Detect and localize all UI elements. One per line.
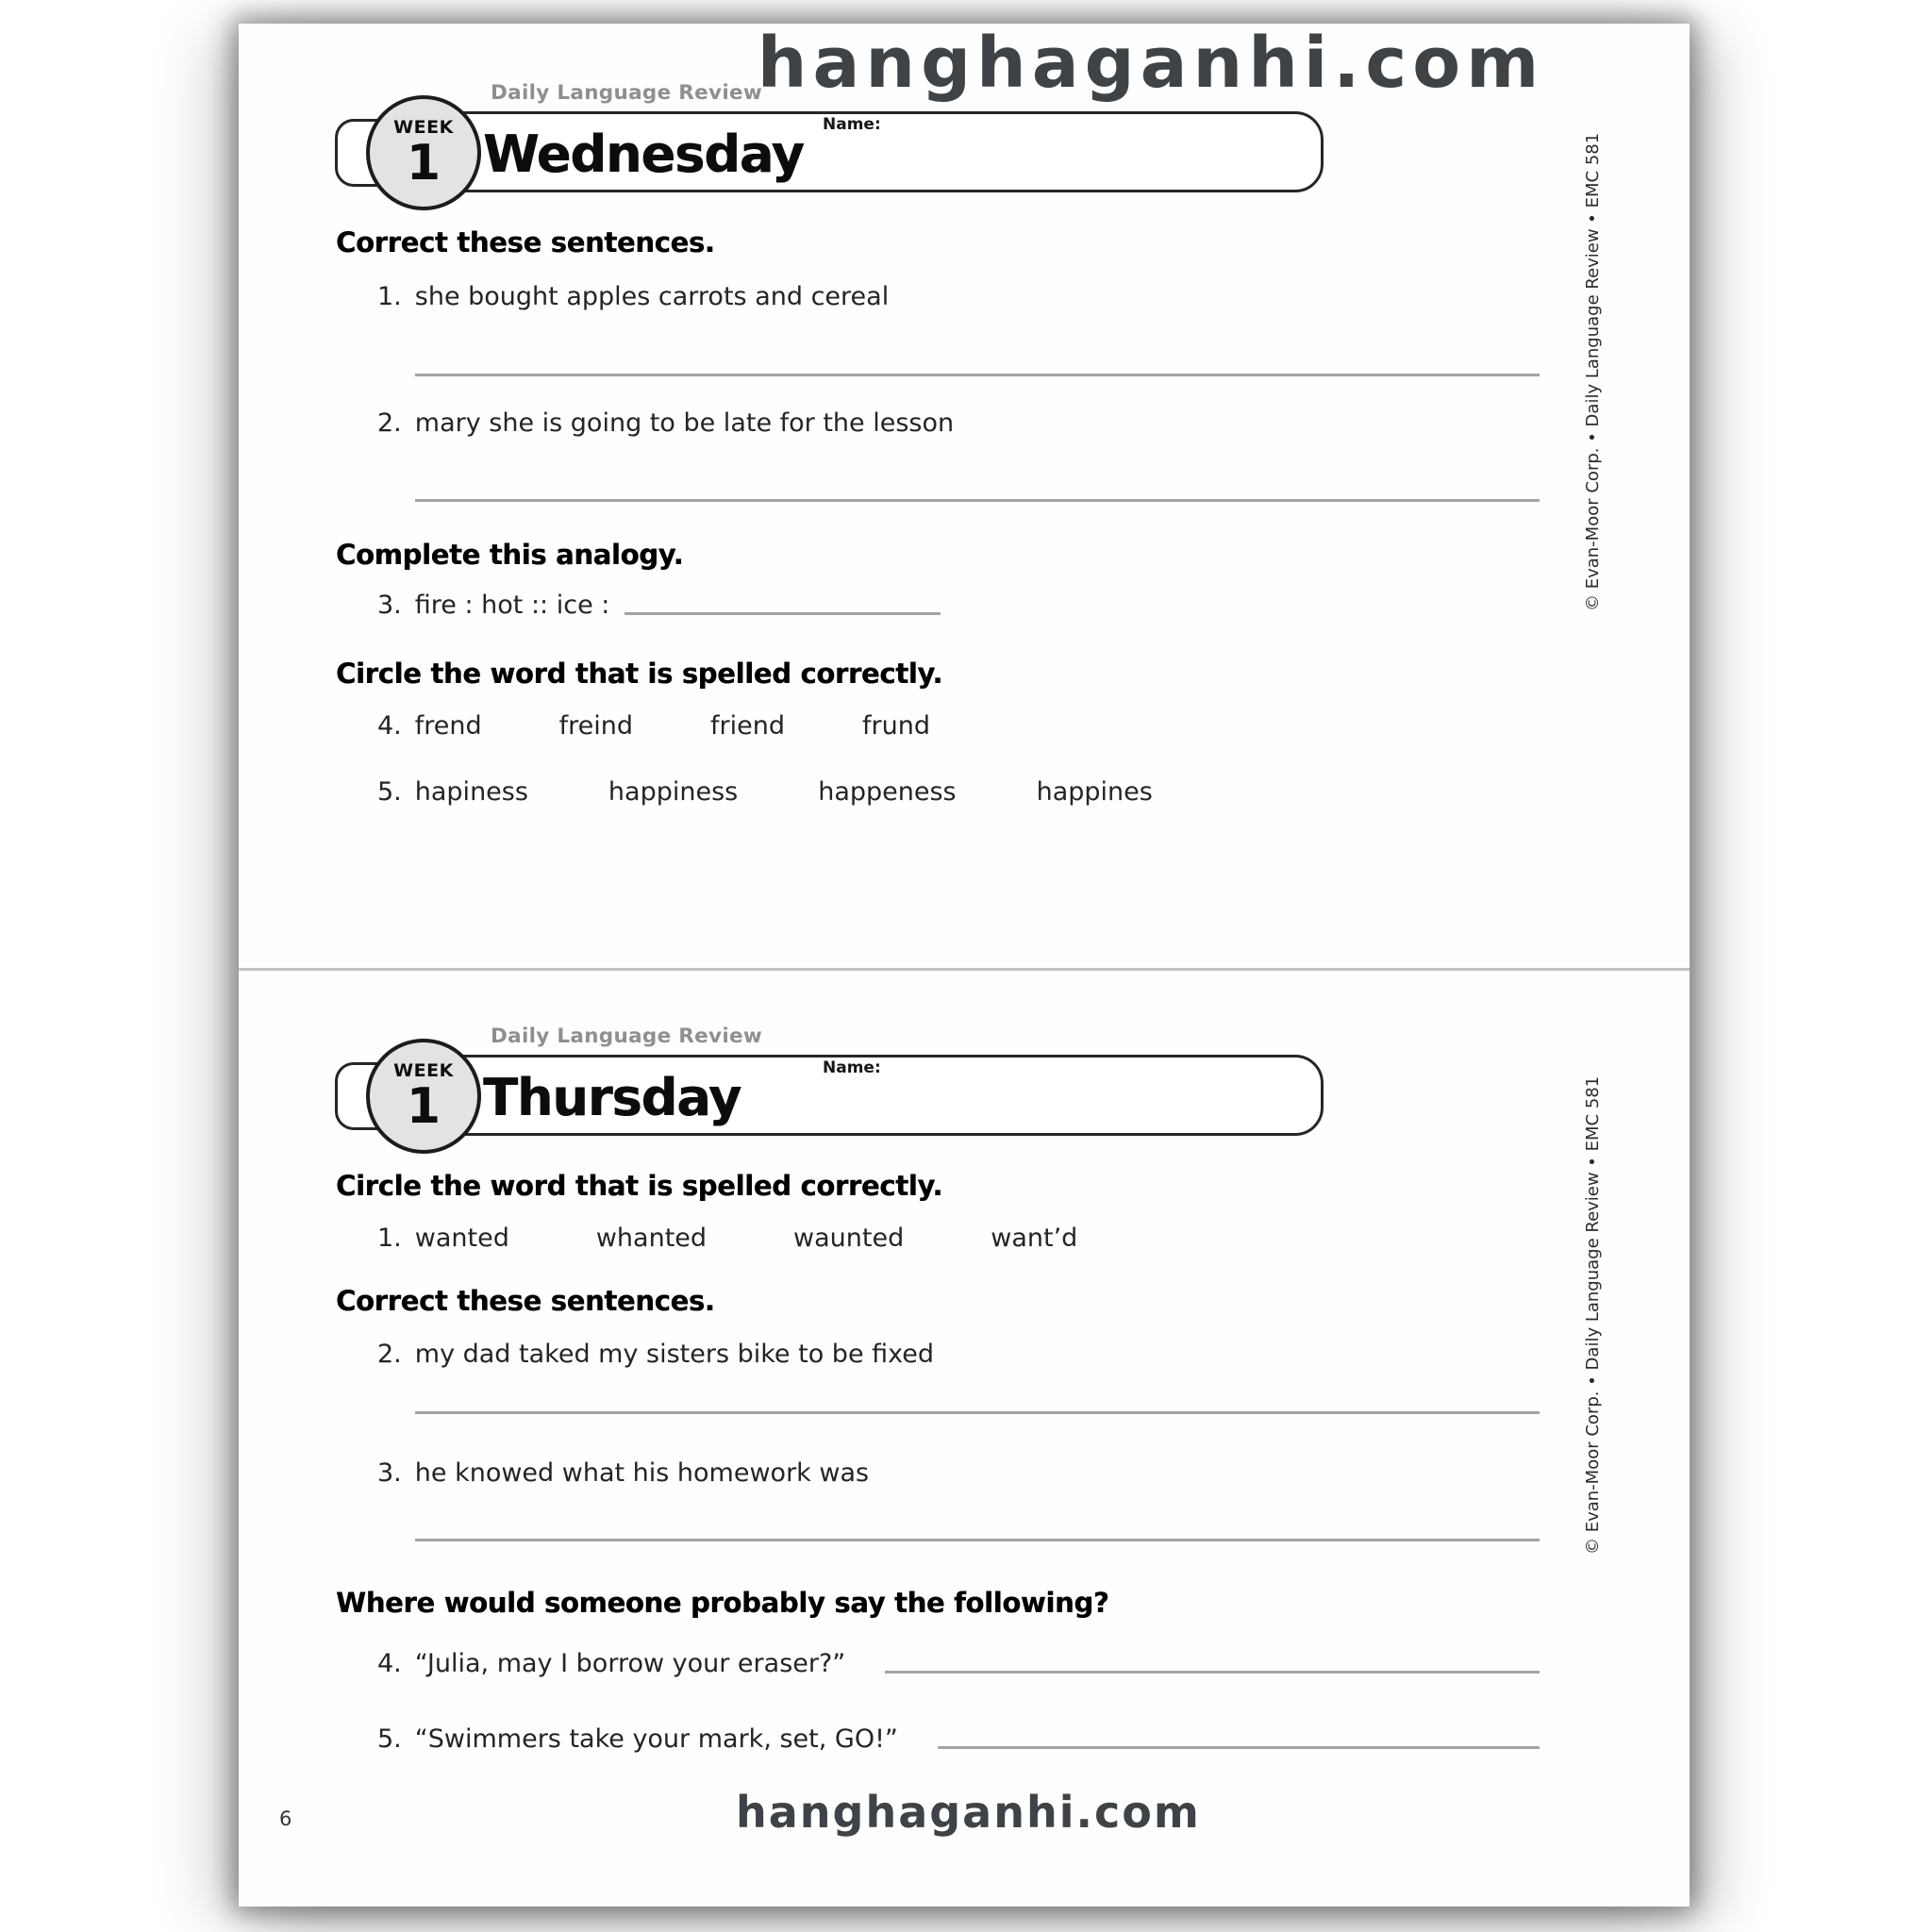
item-number: 4. bbox=[377, 1649, 402, 1678]
item-text: my dad taked my sisters bike to be fixed bbox=[414, 1340, 935, 1369]
word-option: friend bbox=[710, 711, 786, 741]
answer-blank bbox=[625, 612, 941, 615]
sidebar-credit: © Evan-Moor Corp. • Daily Language Review • EMC 581 bbox=[1583, 1075, 1603, 1555]
word-options bbox=[415, 777, 1153, 807]
watermark-bottom: hanghaganhi.com bbox=[736, 1787, 1201, 1838]
worksheet-item bbox=[377, 1649, 1540, 1678]
worksheet-item bbox=[377, 282, 889, 311]
word-option: frund bbox=[862, 711, 930, 741]
section-heading: Circle the word that is spelled correctly. bbox=[336, 1170, 943, 1202]
writing-line bbox=[415, 1539, 1540, 1541]
item-text: fire : hot :: ice : bbox=[414, 591, 610, 620]
day-title: Wednesday bbox=[483, 125, 804, 184]
series-title: Daily Language Review bbox=[491, 81, 763, 105]
week-label: WEEK bbox=[393, 1059, 454, 1081]
word-option: freind bbox=[558, 711, 634, 741]
writing-line bbox=[415, 1411, 1540, 1414]
word-option: frend bbox=[414, 711, 482, 741]
word-option: whanted bbox=[595, 1224, 708, 1253]
word-option: want’d bbox=[991, 1224, 1078, 1253]
item-number: 4. bbox=[377, 711, 402, 741]
week-label: WEEK bbox=[393, 116, 454, 138]
week-badge bbox=[366, 1039, 481, 1154]
name-label: Name: bbox=[823, 115, 881, 134]
word-options bbox=[415, 1224, 1078, 1253]
item-text: mary she is going to be late for the lesson bbox=[414, 408, 955, 438]
week-badge bbox=[366, 95, 481, 210]
worksheet-item bbox=[377, 1340, 934, 1369]
word-option: happines bbox=[1036, 777, 1153, 807]
worksheet-item bbox=[377, 1724, 1540, 1754]
worksheet-item bbox=[377, 711, 930, 741]
page-number: 6 bbox=[279, 1807, 292, 1830]
item-number: 5. bbox=[377, 777, 402, 807]
item-text: he knowed what his homework was bbox=[414, 1458, 870, 1488]
word-option: wanted bbox=[414, 1224, 509, 1253]
word-option: happeness bbox=[818, 777, 957, 807]
item-number: 2. bbox=[377, 408, 402, 438]
word-option: hapiness bbox=[414, 777, 528, 807]
worksheet-item bbox=[377, 777, 1153, 807]
worksheet-item bbox=[377, 591, 941, 620]
watermark-top: hanghaganhi.com bbox=[757, 23, 1545, 104]
worksheet-item bbox=[377, 408, 954, 438]
worksheet-item bbox=[377, 1224, 1077, 1253]
section-heading: Correct these sentences. bbox=[336, 226, 715, 258]
writing-line bbox=[415, 374, 1540, 376]
answer-blank bbox=[938, 1746, 1540, 1749]
day-title: Thursday bbox=[483, 1068, 741, 1127]
sidebar-credit: © Evan-Moor Corp. • Daily Language Review • EMC 581 bbox=[1583, 132, 1603, 611]
item-text: “Julia, may I borrow your eraser?” bbox=[414, 1649, 846, 1678]
section-heading: Complete this analogy. bbox=[336, 539, 684, 571]
item-number: 1. bbox=[377, 282, 402, 311]
series-title: Daily Language Review bbox=[491, 1024, 763, 1048]
item-number: 1. bbox=[377, 1224, 402, 1253]
section-heading: Correct these sentences. bbox=[336, 1285, 715, 1317]
item-text: she bought apples carrots and cereal bbox=[414, 282, 890, 311]
word-option: happiness bbox=[608, 777, 739, 807]
word-options bbox=[415, 711, 930, 741]
week-number: 1 bbox=[406, 1077, 441, 1135]
section-divider bbox=[239, 968, 1690, 971]
item-number: 5. bbox=[377, 1724, 402, 1754]
name-label: Name: bbox=[823, 1058, 881, 1077]
worksheet-item bbox=[377, 1458, 869, 1488]
item-number: 2. bbox=[377, 1340, 402, 1369]
word-option: waunted bbox=[793, 1224, 905, 1253]
week-number: 1 bbox=[406, 134, 441, 192]
writing-line bbox=[415, 499, 1540, 502]
item-text: “Swimmers take your mark, set, GO!” bbox=[414, 1724, 898, 1754]
item-number: 3. bbox=[377, 591, 402, 620]
section-heading: Circle the word that is spelled correctly. bbox=[336, 658, 943, 690]
answer-blank bbox=[885, 1671, 1540, 1674]
section-heading: Where would someone probably say the following? bbox=[336, 1587, 1109, 1619]
item-number: 3. bbox=[377, 1458, 402, 1488]
